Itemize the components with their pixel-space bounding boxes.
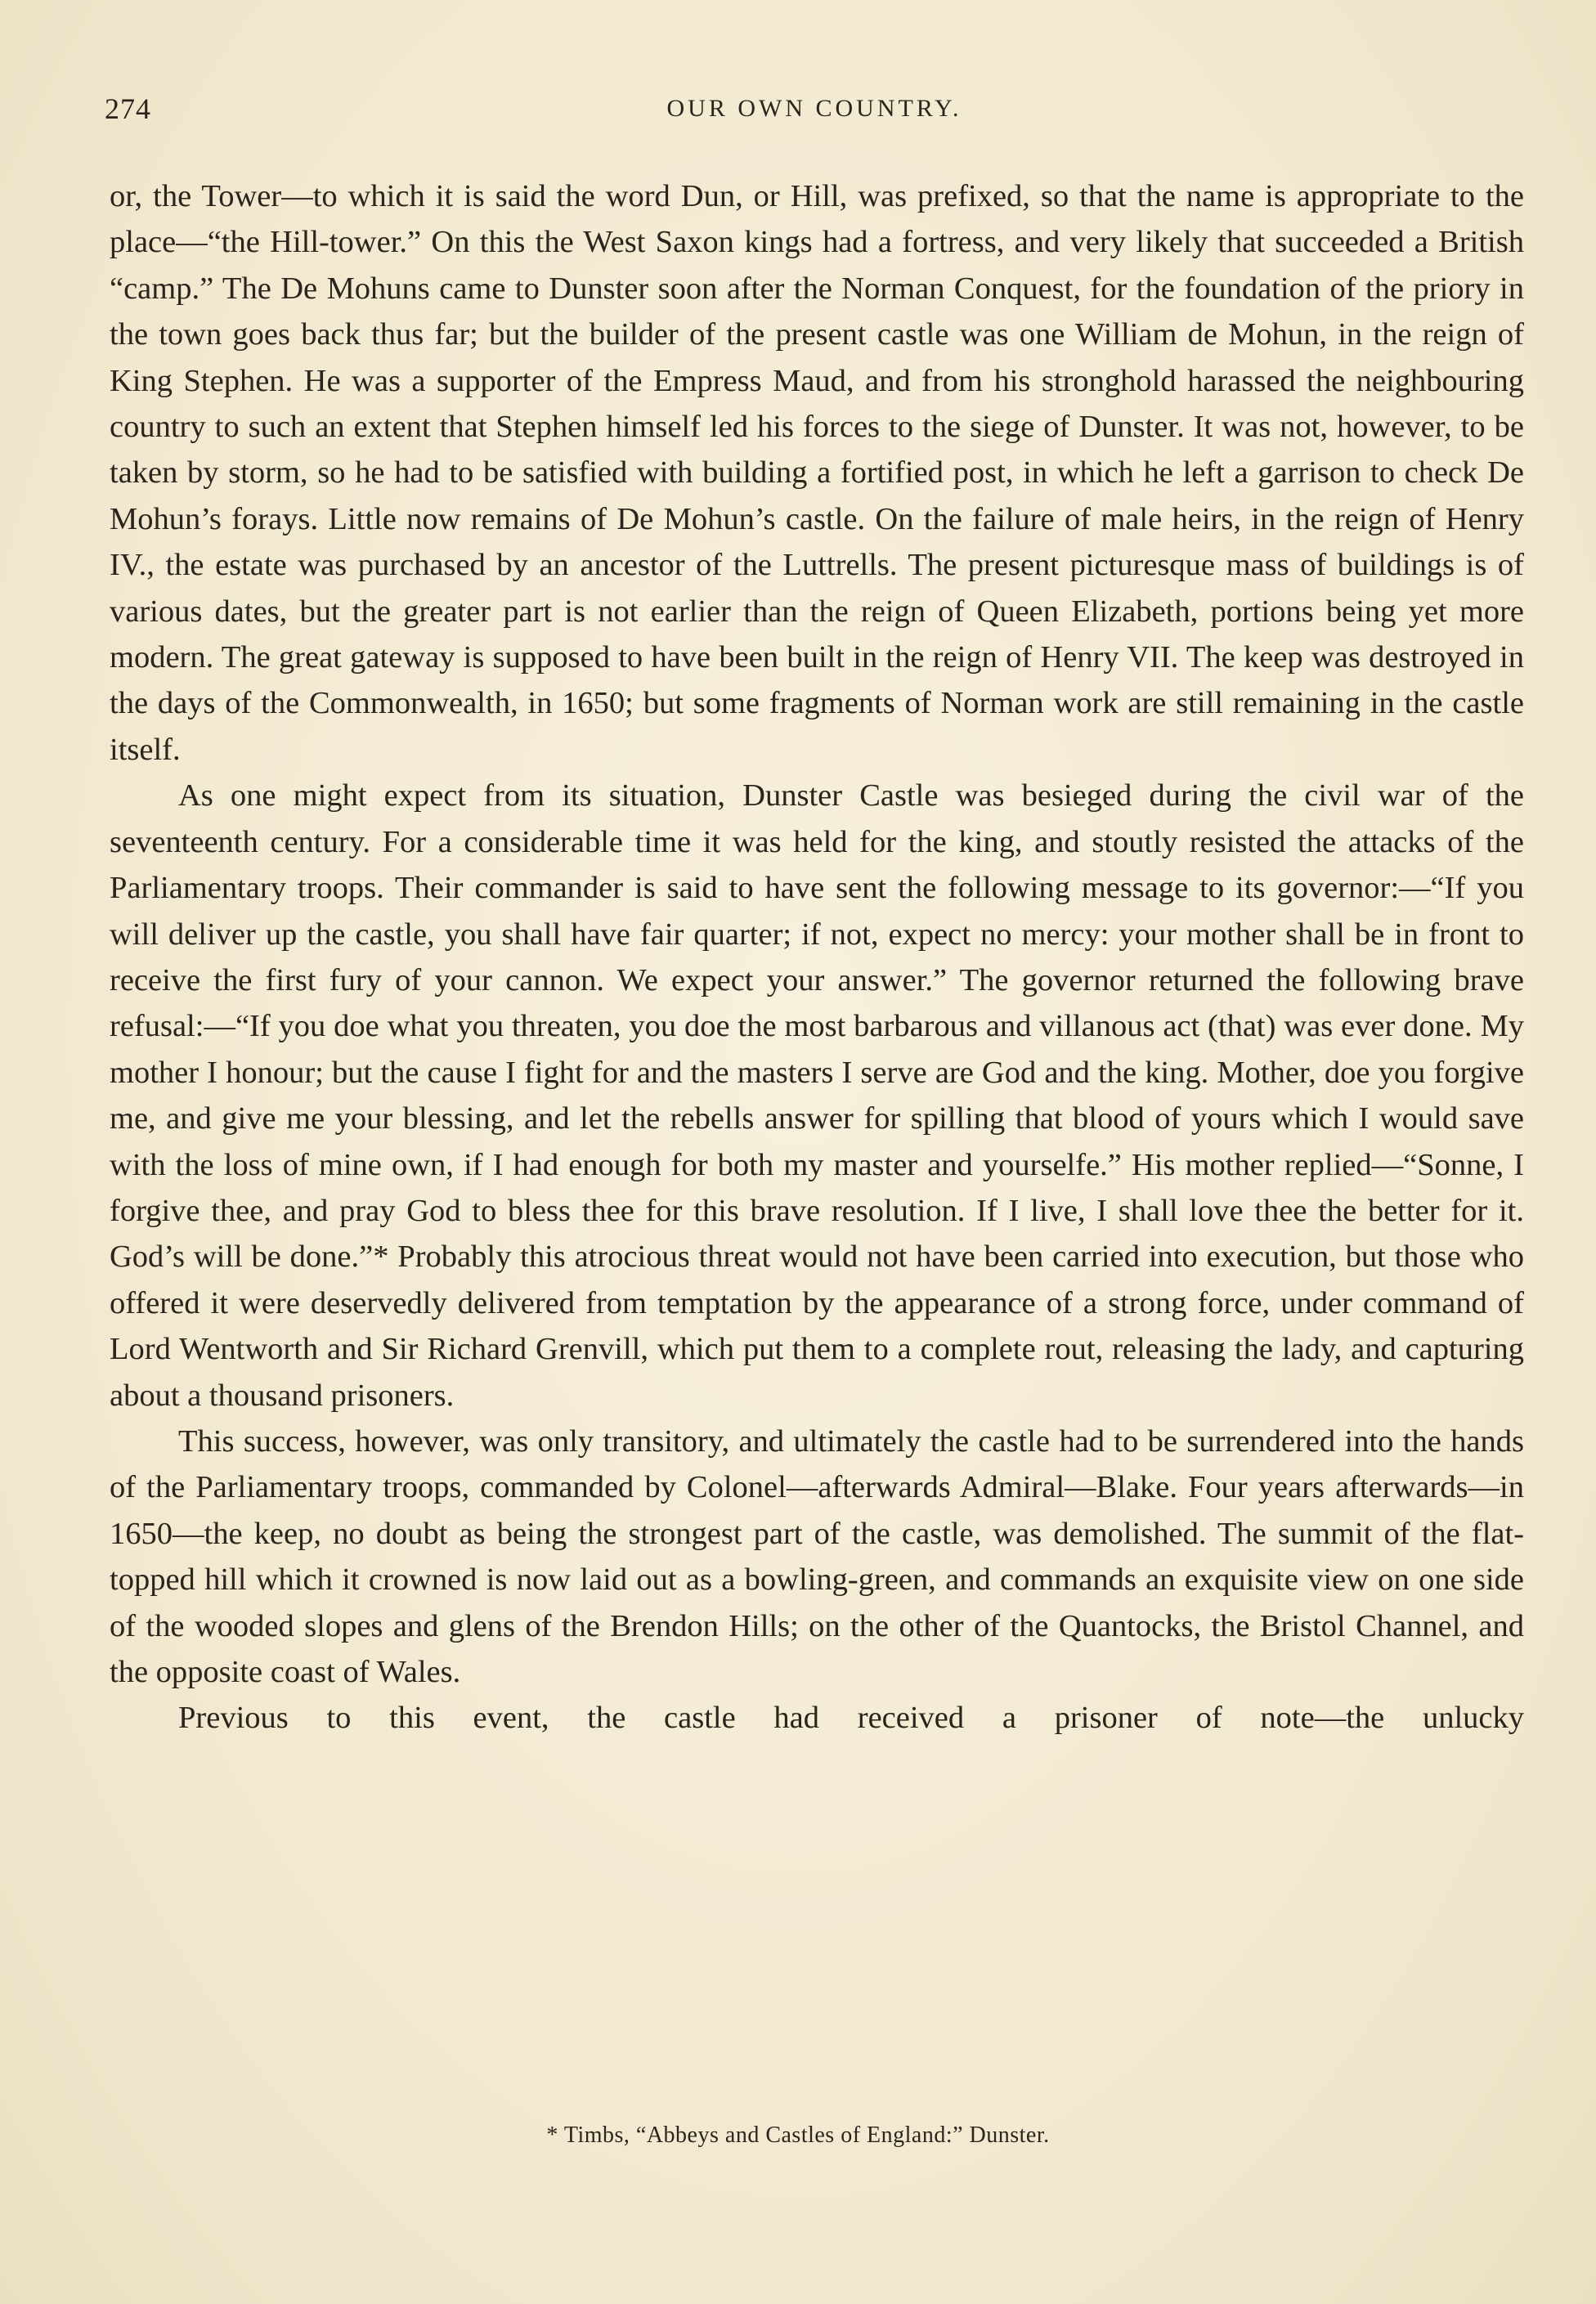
paragraph-2: As one might expect from its situation, Dunster Castle was besieged during the civil war of the seventeenth century. For a considerable time it was held for the king, and stoutly resisted the attacks of the Parliamentary troops. Their commander is said to have sent the following message to its governor:—“If you will deliver up the castle, you shall have fair quarter; if not, expect no mercy: your mother shall be in front to receive the first fury of your cannon. We expect your answer.” The governor returned the following brave refusal:—“If you doe what you threaten, you doe the most barbarous and villanous act (that) was ever done. My mother I honour; but the cause I fight for and the masters I serve are God and the king. Mother, doe you forgive me, and give me your blessing, and let the rebells answer for spilling that blood of yours which I would save with the loss of mine own, if I had enough for both my master and yourselfe.” His mother replied—“Sonne, I forgive thee, and pray God to bless thee for this brave resolution. If I live, I shall love thee the better for it. God’s will be done.”* Probably this atrocious threat would not have been carried into execution, but those who offered it were deservedly delivered from temptation by the appearance of a strong force, under command of Lord Wentworth and Sir Richard Grenvill, which put them to a complete rout, releasing the lady, and capturing about a thousand prisoners. bbox=[110, 778, 1524, 1413]
paragraph-3: This success, however, was only transitory, and ultimately the castle had to be surrendered into the hands of the Parliamentary troops, commanded by Colonel—afterwards Admiral—Blake. Four years afterwards—in 1650—the keep, no doubt as being the strongest part of the castle, was demolished. The summit of the flat-topped hill which it crowned is now laid out as a bowling-green, and commands an exquisite view on one side of the wooded slopes and glens of the Brendon Hills; on the other of the Quantocks, the Bristol Channel, and the opposite coast of Wales. bbox=[110, 1423, 1524, 1689]
page-number: 274 bbox=[105, 92, 151, 125]
running-title: OUR OWN COUNTRY. bbox=[666, 95, 962, 122]
body-text bbox=[110, 173, 1524, 1741]
footnote: * Timbs, “Abbeys and Castles of England:” Dunster. bbox=[546, 2122, 1050, 2148]
paragraph-4: Previous to this event, the castle had received a prisoner of note—the unlucky bbox=[178, 1701, 1524, 1736]
paragraph-1: or, the Tower—to which it is said the word Dun, or Hill, was prefixed, so that the name is appropriate to the place—“the Hill-tower.” On this the West Saxon kings had a fortress, and very likely that succeeded a British “camp.” The De Mohuns came to Dunster soon after the Norman Conquest, for the foundation of the priory in the town goes back thus far; but the builder of the present castle was one William de Mohun, in the reign of King Stephen. He was a supporter of the Empress Maud, and from his stronghold harassed the neighbouring country to such an extent that Stephen himself led his forces to the siege of Dunster. It was not, however, to be taken by storm, so he had to be satisfied with building a fortified post, in which he left a garrison to check De Mohun’s forays. Little now remains of De Mohun’s castle. On the failure of male heirs, in the reign of Henry IV., the estate was purchased by an ancestor of the Luttrells. The present picturesque mass of buildings is of various dates, but the greater part is not earlier than the reign of Queen Elizabeth, portions being yet more modern. The great gateway is supposed to have been built in the reign of Henry VII. The keep was destroyed in the days of the Commonwealth, in 1650; but some fragments of Norman work are still remaining in the castle itself. bbox=[110, 179, 1524, 767]
running-head bbox=[105, 92, 1524, 132]
